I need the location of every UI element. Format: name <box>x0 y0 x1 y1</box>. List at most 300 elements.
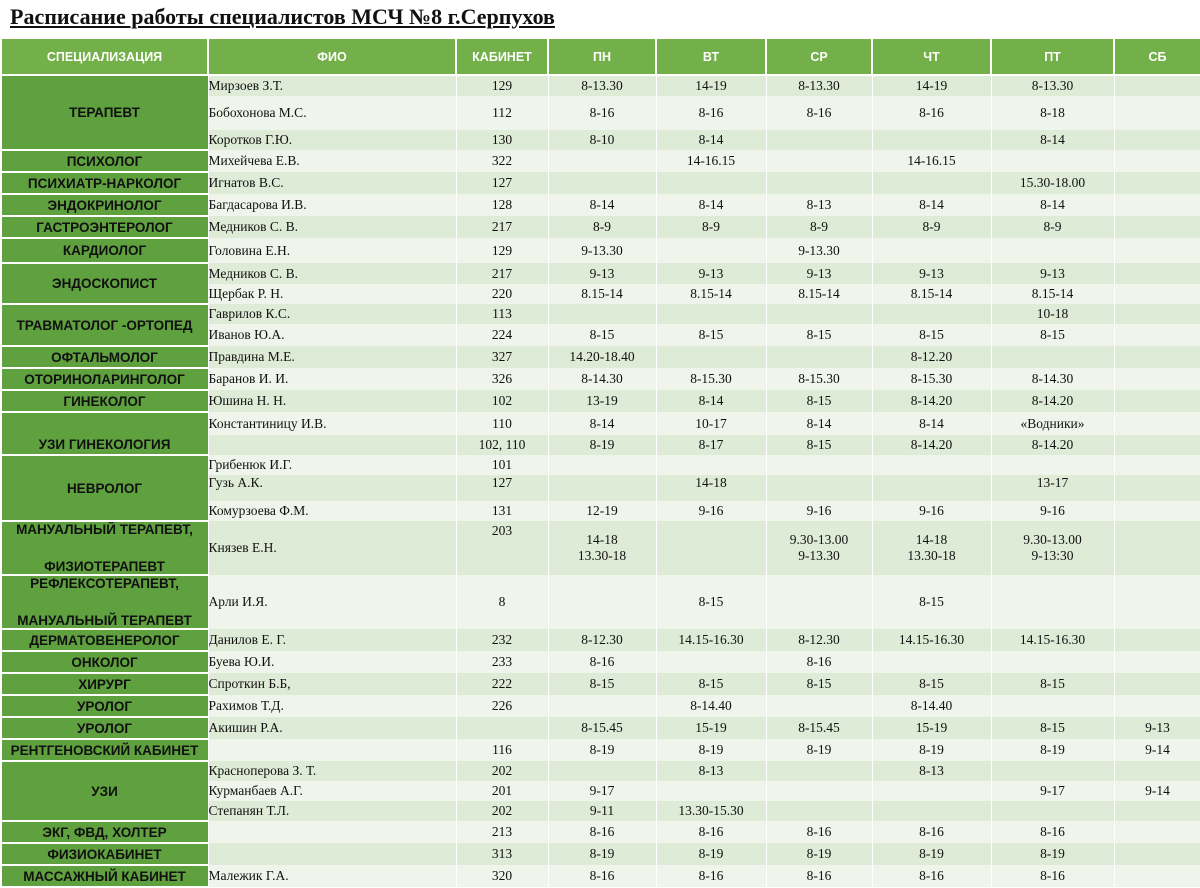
spec-cell: ЭНДОСКОПИСТ <box>1 263 208 304</box>
cabinet-cell: 322 <box>456 150 548 172</box>
tue-cell: 8-15 <box>656 673 766 695</box>
tue-cell <box>656 455 766 475</box>
spec-cell <box>1 521 208 575</box>
mon-cell <box>548 521 656 575</box>
spec-cell: ФИЗИОКАБИНЕТ <box>1 843 208 865</box>
tue-cell: 14-19 <box>656 75 766 96</box>
cabinet-cell: 130 <box>456 130 548 150</box>
cabinet-cell: 232 <box>456 629 548 651</box>
fri-cell: 9-17 <box>991 781 1114 801</box>
wed-cell <box>766 130 872 150</box>
mon-cell: 8-16 <box>548 821 656 843</box>
spec-cell: ОНКОЛОГ <box>1 651 208 673</box>
cabinet-cell: 112 <box>456 96 548 130</box>
mon-cell: 9-11 <box>548 801 656 821</box>
thu-cell: 8-14.20 <box>872 390 991 412</box>
table-row <box>1 673 1200 695</box>
mon-cell <box>548 695 656 717</box>
fio-cell: Данилов Е. Г. <box>208 629 456 651</box>
thu-cell: 14-16.15 <box>872 150 991 172</box>
mon-cell: 9-13 <box>548 263 656 284</box>
spec-cell: КАРДИОЛОГ <box>1 238 208 263</box>
col-header-thu: ЧТ <box>872 38 991 75</box>
mon-cell <box>548 761 656 781</box>
fri-cell: 8-15 <box>991 673 1114 695</box>
sat-cell <box>1114 821 1200 843</box>
tue-cell <box>656 521 766 575</box>
col-header-fri: ПТ <box>991 38 1114 75</box>
fri-cell: «Водники» <box>991 412 1114 435</box>
wed-cell <box>766 761 872 781</box>
cabinet-cell: 320 <box>456 865 548 887</box>
cabinet-cell: 226 <box>456 695 548 717</box>
cabinet-cell: 102, 110 <box>456 435 548 455</box>
cabinet-cell: 326 <box>456 368 548 390</box>
sat-cell <box>1114 501 1200 521</box>
tue-cell: 8-14 <box>656 130 766 150</box>
mon-cell: 8-15.45 <box>548 717 656 739</box>
thu-cell: 14-19 <box>872 75 991 96</box>
table-row <box>1 194 1200 216</box>
fio-cell <box>208 435 456 455</box>
fio-cell <box>208 821 456 843</box>
tue-cell: 8-16 <box>656 821 766 843</box>
tue-cell <box>656 304 766 324</box>
mon-cell: 8-19 <box>548 843 656 865</box>
fri-cell <box>991 575 1114 629</box>
mon-cell: 9-17 <box>548 781 656 801</box>
table-row <box>1 216 1200 238</box>
fio-cell: Князев Е.Н. <box>208 521 456 575</box>
spec-cell: УЗИ ГИНЕКОЛОГИЯ <box>1 412 208 455</box>
table-row <box>1 521 1200 575</box>
fri-time-2: 9-13:30 <box>1031 547 1074 563</box>
cabinet-cell: 201 <box>456 781 548 801</box>
spec-cell: ОТОРИНОЛАРИНГОЛОГ <box>1 368 208 390</box>
fio-cell: Гузь А.К. <box>208 475 456 501</box>
sat-cell <box>1114 346 1200 368</box>
tue-cell: 13.30-15.30 <box>656 801 766 821</box>
spec-cell <box>1 575 208 629</box>
thu-cell <box>872 455 991 475</box>
spec-cell: ТРАВМАТОЛОГ -ОРТОПЕД <box>1 304 208 346</box>
cabinet-cell: 102 <box>456 390 548 412</box>
fri-cell <box>991 521 1114 575</box>
spec-cell: НЕВРОЛОГ <box>1 455 208 521</box>
tue-cell: 8-13 <box>656 761 766 781</box>
wed-cell: 8-13.30 <box>766 75 872 96</box>
sat-cell <box>1114 263 1200 284</box>
cabinet-cell: 129 <box>456 75 548 96</box>
cabinet-cell: 217 <box>456 263 548 284</box>
thu-cell <box>872 651 991 673</box>
thu-cell: 8-19 <box>872 843 991 865</box>
cabinet-cell: 127 <box>456 475 548 501</box>
spec-cell: УРОЛОГ <box>1 695 208 717</box>
fio-cell: Коротков Г.Ю. <box>208 130 456 150</box>
table-row <box>1 739 1200 761</box>
sat-cell <box>1114 651 1200 673</box>
fri-cell: 8-16 <box>991 865 1114 887</box>
mon-cell: 12-19 <box>548 501 656 521</box>
cabinet-cell: 202 <box>456 761 548 781</box>
fri-cell: 8-13.30 <box>991 75 1114 96</box>
mon-cell: 13-19 <box>548 390 656 412</box>
spec-cell: УРОЛОГ <box>1 717 208 739</box>
sat-cell <box>1114 96 1200 130</box>
spec-cell: ПСИХОЛОГ <box>1 150 208 172</box>
fio-cell: Комурзоева Ф.М. <box>208 501 456 521</box>
sat-cell <box>1114 150 1200 172</box>
fri-cell: 8-19 <box>991 843 1114 865</box>
sat-cell <box>1114 761 1200 781</box>
spec-label-manual2: МАНУАЛЬНЫЙ ТЕРАПЕВТ <box>17 613 192 628</box>
thu-cell <box>872 172 991 194</box>
col-header-mon: ПН <box>548 38 656 75</box>
fio-cell: Малежик Г.А. <box>208 865 456 887</box>
spec-cell: УЗИ <box>1 761 208 821</box>
table-row <box>1 412 1200 435</box>
spec-label-fizio: ФИЗИОТЕРАПЕВТ <box>44 559 165 574</box>
thu-cell: 8-14.40 <box>872 695 991 717</box>
fri-cell: 9-13 <box>991 263 1114 284</box>
table-row <box>1 75 1200 96</box>
table-row <box>1 172 1200 194</box>
wed-cell: 9-13 <box>766 263 872 284</box>
wed-cell: 8-12.30 <box>766 629 872 651</box>
col-header-sat: СБ <box>1114 38 1200 75</box>
fio-cell: Курманбаев А.Г. <box>208 781 456 801</box>
fri-cell <box>991 150 1114 172</box>
fri-cell <box>991 346 1114 368</box>
tue-cell: 8-15 <box>656 324 766 346</box>
mon-time-2: 13.30-18 <box>577 547 627 563</box>
tue-cell: 14-16.15 <box>656 150 766 172</box>
tue-cell <box>656 346 766 368</box>
fri-cell: 10-18 <box>991 304 1114 324</box>
wed-cell: 8.15-14 <box>766 284 872 304</box>
cabinet-cell: 129 <box>456 238 548 263</box>
fio-cell: Правдина М.Е. <box>208 346 456 368</box>
tue-cell <box>656 238 766 263</box>
mon-cell: 8-19 <box>548 739 656 761</box>
fio-cell: Буева Ю.И. <box>208 651 456 673</box>
sat-cell: 9-13 <box>1114 717 1200 739</box>
mon-cell: 14.20-18.40 <box>548 346 656 368</box>
thu-cell: 8-15 <box>872 575 991 629</box>
table-row <box>1 761 1200 781</box>
thu-cell: 8-15.30 <box>872 368 991 390</box>
fri-cell <box>991 761 1114 781</box>
sat-cell <box>1114 865 1200 887</box>
tue-cell: 8-16 <box>656 865 766 887</box>
fio-cell: Медников С. В. <box>208 216 456 238</box>
wed-cell <box>766 304 872 324</box>
sat-cell <box>1114 435 1200 455</box>
fri-cell: 8-14 <box>991 130 1114 150</box>
sat-cell <box>1114 695 1200 717</box>
table-row <box>1 575 1200 629</box>
header-row <box>1 38 1200 75</box>
mon-cell <box>548 304 656 324</box>
fri-cell: 15.30-18.00 <box>991 172 1114 194</box>
wed-time-2: 9-13.30 <box>798 547 840 563</box>
spec-label-manual: МАНУАЛЬНЫЙ ТЕРАПЕВТ, <box>16 522 193 537</box>
sat-cell <box>1114 843 1200 865</box>
thu-cell <box>872 475 991 501</box>
mon-time-1: 14-18 <box>586 531 618 547</box>
mon-cell: 8-10 <box>548 130 656 150</box>
mon-cell <box>548 575 656 629</box>
cabinet-cell: 101 <box>456 455 548 475</box>
sat-cell <box>1114 412 1200 435</box>
tue-cell: 8-19 <box>656 739 766 761</box>
sat-cell <box>1114 324 1200 346</box>
col-header-specialization: СПЕЦИАЛИЗАЦИЯ <box>1 38 208 75</box>
sat-cell <box>1114 475 1200 501</box>
thu-cell <box>872 801 991 821</box>
wed-cell: 8-15 <box>766 435 872 455</box>
thu-cell: 8-14.20 <box>872 435 991 455</box>
sat-cell <box>1114 521 1200 575</box>
fio-cell: Рахимов Т.Д. <box>208 695 456 717</box>
cabinet-cell: 128 <box>456 194 548 216</box>
sat-cell <box>1114 284 1200 304</box>
thu-cell: 8-15 <box>872 324 991 346</box>
col-header-fio: ФИО <box>208 38 456 75</box>
wed-cell: 8-16 <box>766 651 872 673</box>
col-header-wed: СР <box>766 38 872 75</box>
fri-cell <box>991 801 1114 821</box>
thu-time-1: 14-18 <box>915 531 948 547</box>
mon-cell: 8-9 <box>548 216 656 238</box>
sat-cell <box>1114 75 1200 96</box>
col-header-cabinet: КАБИНЕТ <box>456 38 548 75</box>
mon-cell: 8-19 <box>548 435 656 455</box>
table-row <box>1 455 1200 475</box>
tue-cell: 8-15.30 <box>656 368 766 390</box>
wed-cell: 8-15.45 <box>766 717 872 739</box>
spec-label-reflekso: РЕФЛЕКСОТЕРАПЕВТ, <box>30 576 179 591</box>
cabinet-cell: 110 <box>456 412 548 435</box>
mon-cell: 8.15-14 <box>548 284 656 304</box>
wed-cell <box>766 781 872 801</box>
mon-cell: 8-14 <box>548 194 656 216</box>
wed-cell: 8-15 <box>766 324 872 346</box>
fio-cell: Арли И.Я. <box>208 575 456 629</box>
fri-cell <box>991 455 1114 475</box>
tue-cell: 8-14.40 <box>656 695 766 717</box>
thu-cell: 8-16 <box>872 96 991 130</box>
tue-cell: 8-16 <box>656 96 766 130</box>
wed-cell: 8-14 <box>766 412 872 435</box>
fri-cell <box>991 651 1114 673</box>
wed-cell: 8-15 <box>766 390 872 412</box>
cabinet-cell: 113 <box>456 304 548 324</box>
spec-cell: ГАСТРОЭНТЕРОЛОГ <box>1 216 208 238</box>
wed-cell <box>766 575 872 629</box>
sat-cell <box>1114 130 1200 150</box>
cabinet-cell: 327 <box>456 346 548 368</box>
tue-cell: 8-14 <box>656 390 766 412</box>
wed-cell: 9-13.30 <box>766 238 872 263</box>
sat-cell <box>1114 304 1200 324</box>
thu-cell: 15-19 <box>872 717 991 739</box>
table-row <box>1 150 1200 172</box>
thu-cell: 8-12.20 <box>872 346 991 368</box>
wed-cell: 8-19 <box>766 739 872 761</box>
fio-cell: Баранов И. И. <box>208 368 456 390</box>
wed-cell: 8-16 <box>766 96 872 130</box>
tue-cell: 9-13 <box>656 263 766 284</box>
fri-time-1: 9.30-13.00 <box>1023 531 1082 547</box>
tue-cell: 15-19 <box>656 717 766 739</box>
thu-cell: 8-16 <box>872 821 991 843</box>
fio-cell <box>208 739 456 761</box>
fri-cell <box>991 695 1114 717</box>
fri-cell: 8-14 <box>991 194 1114 216</box>
sat-cell <box>1114 368 1200 390</box>
fri-cell: 8-15 <box>991 324 1114 346</box>
sat-cell <box>1114 575 1200 629</box>
spec-cell: ЭНДОКРИНОЛОГ <box>1 194 208 216</box>
table-row <box>1 304 1200 324</box>
mon-cell <box>548 150 656 172</box>
sat-cell <box>1114 629 1200 651</box>
sat-cell <box>1114 238 1200 263</box>
fio-cell: Головина Е.Н. <box>208 238 456 263</box>
wed-cell <box>766 150 872 172</box>
fio-cell: Игнатов В.С. <box>208 172 456 194</box>
thu-cell <box>872 304 991 324</box>
cabinet-cell: 233 <box>456 651 548 673</box>
fio-cell: Спроткин Б.Б, <box>208 673 456 695</box>
wed-cell <box>766 521 872 575</box>
sat-cell <box>1114 216 1200 238</box>
thu-cell <box>872 781 991 801</box>
thu-time-2: 13.30-18 <box>907 547 956 563</box>
sat-cell: 9-14 <box>1114 739 1200 761</box>
thu-cell: 8-9 <box>872 216 991 238</box>
thu-cell: 8-16 <box>872 865 991 887</box>
fio-cell: Юшина Н. Н. <box>208 390 456 412</box>
spec-cell: ЭКГ, ФВД, ХОЛТЕР <box>1 821 208 843</box>
thu-cell: 8-19 <box>872 739 991 761</box>
mon-cell: 8-16 <box>548 651 656 673</box>
cabinet-cell: 217 <box>456 216 548 238</box>
cabinet-cell: 131 <box>456 501 548 521</box>
fio-cell: Акишин Р.А. <box>208 717 456 739</box>
fio-cell: Константиницу И.В. <box>208 412 456 435</box>
table-row <box>1 390 1200 412</box>
fio-cell: Степанян Т.Л. <box>208 801 456 821</box>
fio-cell <box>208 843 456 865</box>
thu-cell: 8-14 <box>872 412 991 435</box>
mon-cell: 8-16 <box>548 96 656 130</box>
tue-cell: 9-16 <box>656 501 766 521</box>
wed-cell <box>766 172 872 194</box>
table-row <box>1 346 1200 368</box>
table-row <box>1 695 1200 717</box>
fri-cell: 8.15-14 <box>991 284 1114 304</box>
wed-cell: 8-19 <box>766 843 872 865</box>
fio-cell: Михейчева Е.В. <box>208 150 456 172</box>
fio-cell: Гаврилов К.С. <box>208 304 456 324</box>
fio-cell: Бобохонова М.С. <box>208 96 456 130</box>
fri-cell: 8-14.20 <box>991 390 1114 412</box>
sat-cell <box>1114 801 1200 821</box>
mon-cell: 9-13.30 <box>548 238 656 263</box>
cabinet-cell <box>456 717 548 739</box>
cabinet-cell: 224 <box>456 324 548 346</box>
cabinet-cell: 222 <box>456 673 548 695</box>
fio-cell: Мирзоев З.Т. <box>208 75 456 96</box>
cabinet-cell: 213 <box>456 821 548 843</box>
mon-cell <box>548 172 656 194</box>
thu-cell: 8.15-14 <box>872 284 991 304</box>
schedule-table <box>0 37 1200 888</box>
wed-cell: 9-16 <box>766 501 872 521</box>
fri-cell: 8-9 <box>991 216 1114 238</box>
tue-cell: 8-17 <box>656 435 766 455</box>
wed-cell: 8-9 <box>766 216 872 238</box>
tue-cell <box>656 781 766 801</box>
thu-cell <box>872 130 991 150</box>
table-row <box>1 651 1200 673</box>
tue-cell: 8-15 <box>656 575 766 629</box>
spec-cell: ДЕРМАТОВЕНЕРОЛОГ <box>1 629 208 651</box>
mon-cell: 8-14 <box>548 412 656 435</box>
mon-cell <box>548 455 656 475</box>
fio-cell: Иванов Ю.А. <box>208 324 456 346</box>
mon-cell: 8-13.30 <box>548 75 656 96</box>
tue-cell <box>656 651 766 673</box>
wed-cell: 8-16 <box>766 865 872 887</box>
spec-cell: ГИНЕКОЛОГ <box>1 390 208 412</box>
fri-cell: 8-18 <box>991 96 1114 130</box>
table-row <box>1 821 1200 843</box>
page-title: Расписание работы специалистов МСЧ №8 г.Серпухов <box>10 4 555 29</box>
mon-cell: 8-15 <box>548 324 656 346</box>
fio-cell: Багдасарова И.В. <box>208 194 456 216</box>
sat-cell <box>1114 194 1200 216</box>
fio-cell: Медников С. В. <box>208 263 456 284</box>
thu-cell: 9-13 <box>872 263 991 284</box>
fri-cell: 8-19 <box>991 739 1114 761</box>
spec-cell: МАССАЖНЫЙ КАБИНЕТ <box>1 865 208 887</box>
thu-cell: 9-16 <box>872 501 991 521</box>
table-row <box>1 238 1200 263</box>
wed-cell: 8-15.30 <box>766 368 872 390</box>
wed-cell: 8-13 <box>766 194 872 216</box>
fio-cell: Щербак Р. Н. <box>208 284 456 304</box>
fri-cell: 14.15-16.30 <box>991 629 1114 651</box>
cabinet-cell: 220 <box>456 284 548 304</box>
table-row <box>1 843 1200 865</box>
sat-cell: 9-14 <box>1114 781 1200 801</box>
spec-cell: ХИРУРГ <box>1 673 208 695</box>
sat-cell <box>1114 455 1200 475</box>
thu-cell: 8-15 <box>872 673 991 695</box>
fri-cell: 13-17 <box>991 475 1114 501</box>
fri-cell: 8-16 <box>991 821 1114 843</box>
spec-cell: ОФТАЛЬМОЛОГ <box>1 346 208 368</box>
table-row <box>1 629 1200 651</box>
thu-cell <box>872 238 991 263</box>
wed-cell <box>766 475 872 501</box>
thu-cell: 8-13 <box>872 761 991 781</box>
tue-cell: 8-19 <box>656 843 766 865</box>
